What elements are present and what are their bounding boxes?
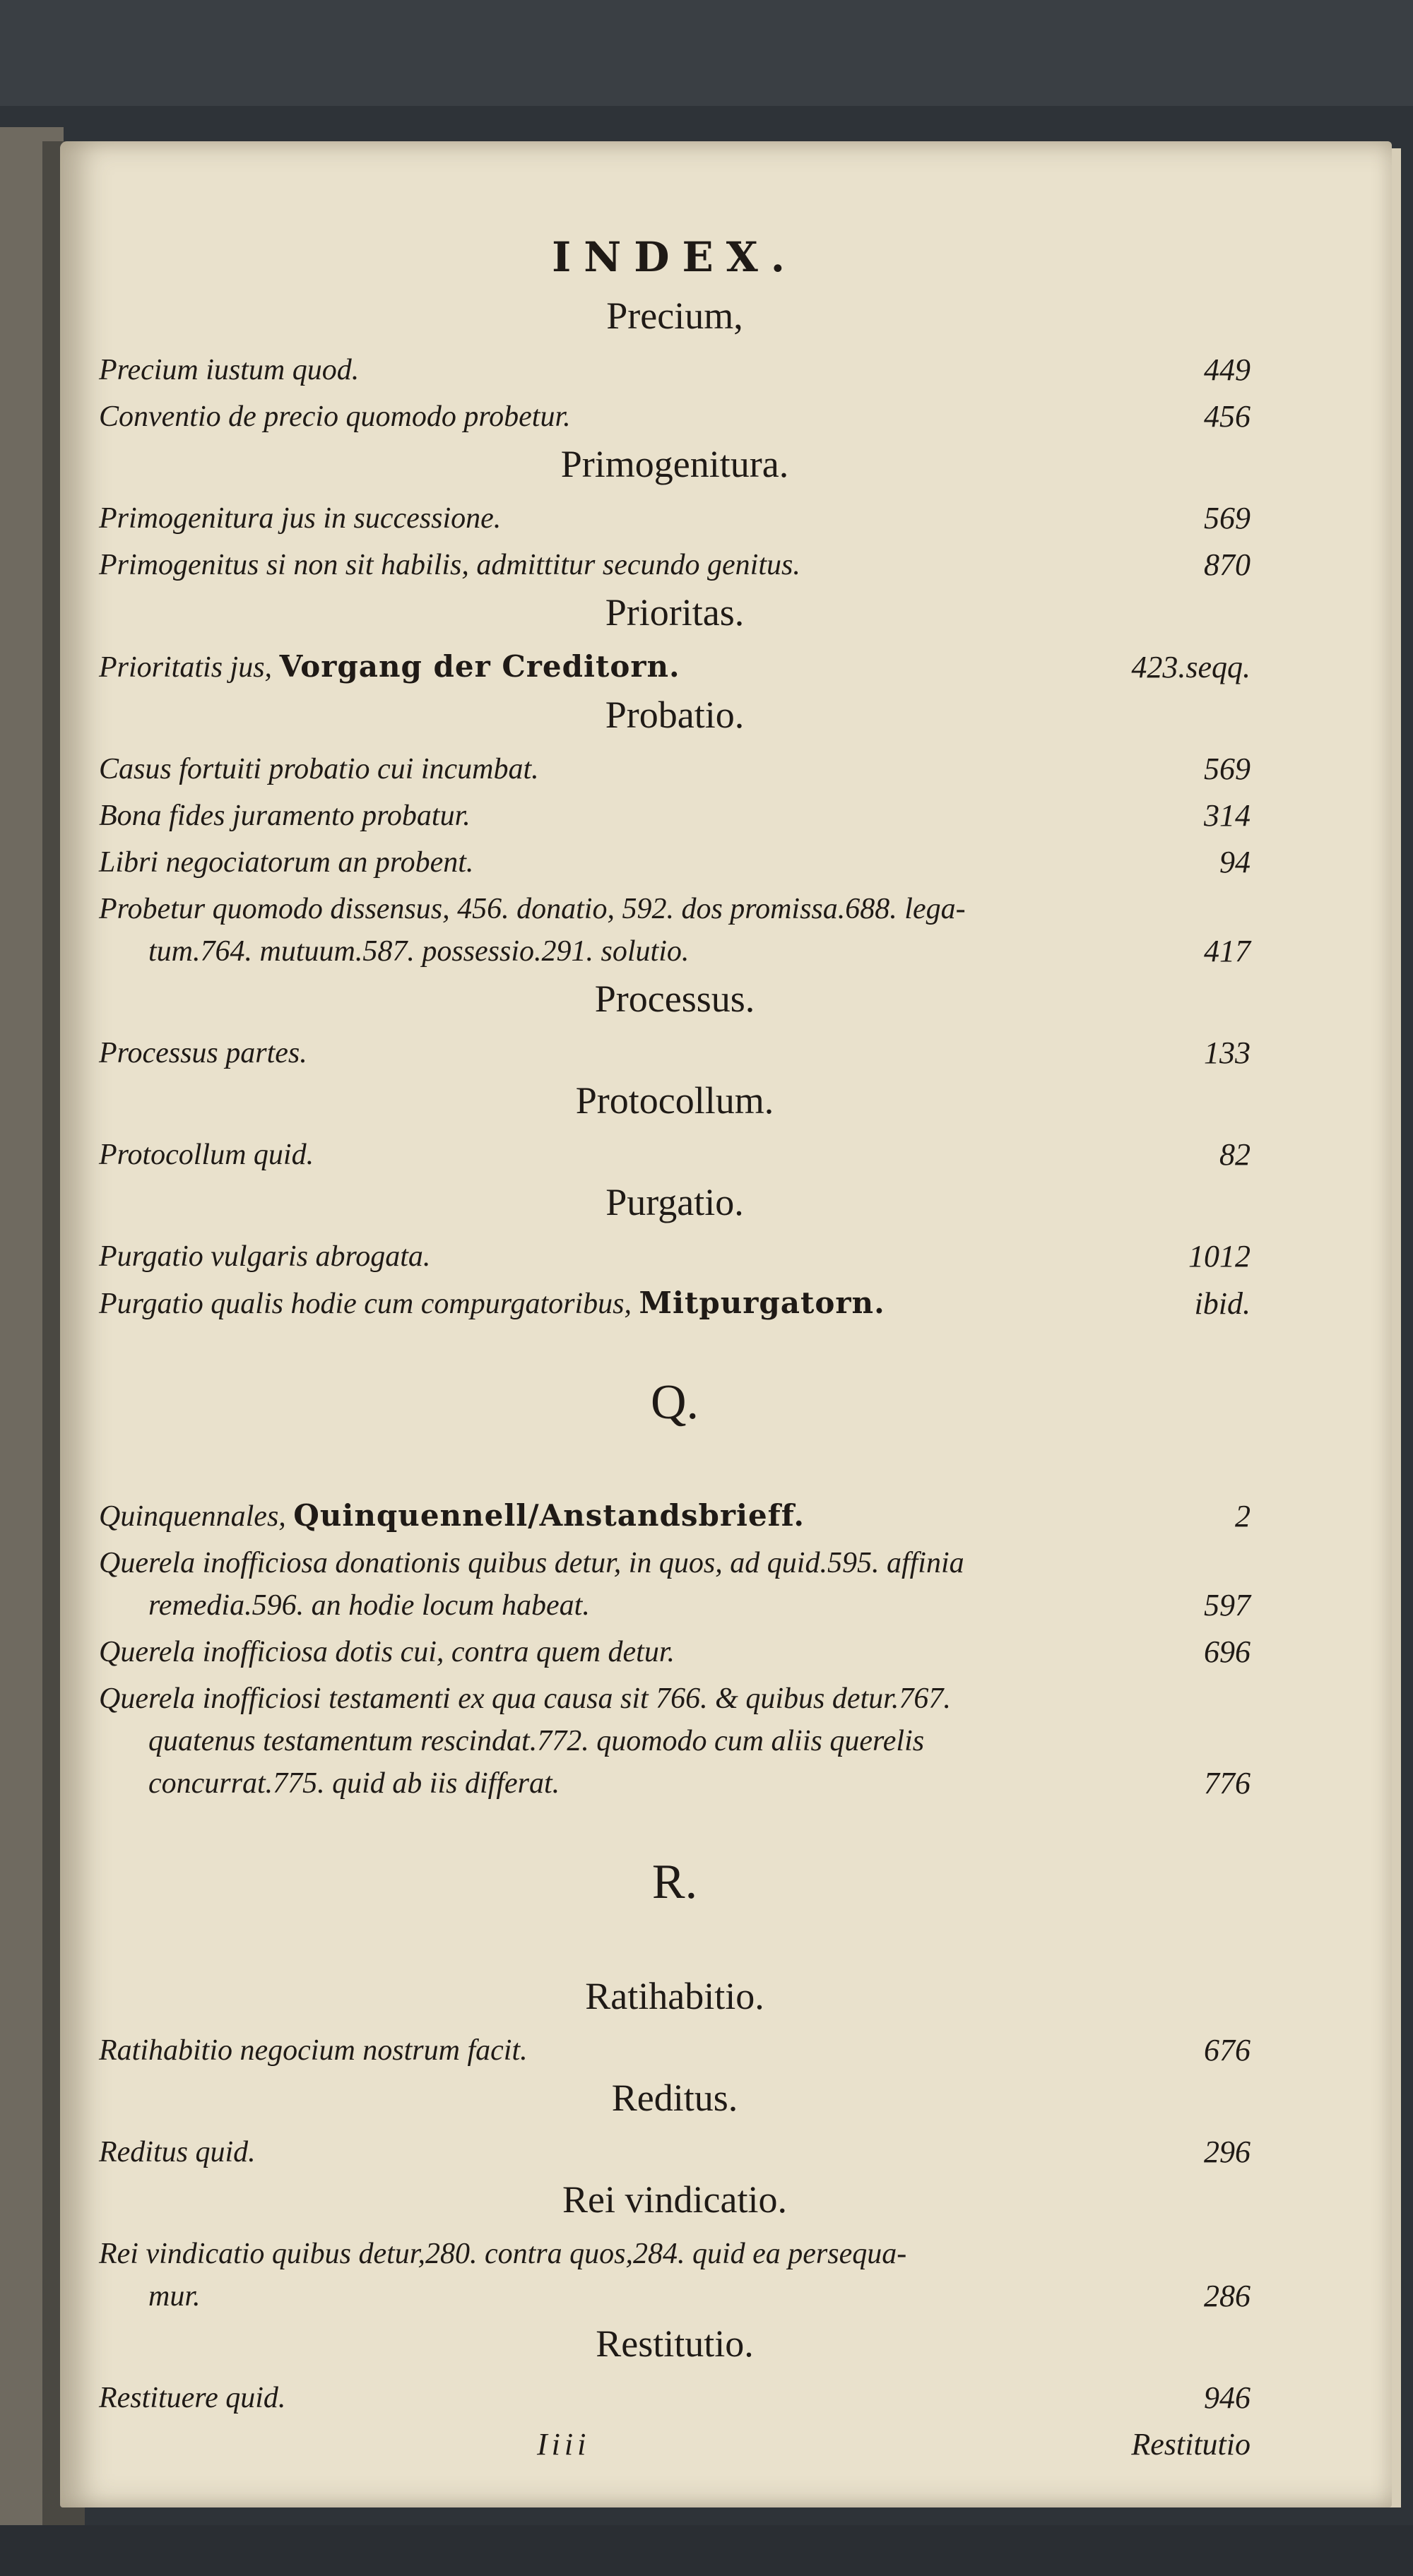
entry-ref: 870	[1204, 547, 1251, 582]
index-content	[99, 233, 1251, 2462]
entry-text-latin: Prioritatis jus,	[99, 651, 273, 684]
entry-continuation: tum.764. mutuum.587. possessio.291. solutio.	[148, 935, 690, 968]
index-entry	[99, 2233, 1251, 2317]
section-heading: Protocollum.	[575, 1079, 774, 1122]
entry-line: Querela inofficiosa donationis quibus detur, in quos, ad quid.595. affinia	[99, 1547, 964, 1579]
entry-ref: 676	[1204, 2033, 1251, 2067]
entry-ref: 296	[1204, 2135, 1251, 2169]
entry-ref: 597	[1204, 1588, 1251, 1622]
entry-text: Libri negociatorum an probent.	[99, 846, 474, 879]
index-entry	[99, 1542, 1251, 1627]
entry-ref: 776	[1204, 1766, 1251, 1800]
entry-continuation: concurrat.775. quid ab iis differat.	[148, 1767, 560, 1800]
section-heading: Primogenitura.	[560, 443, 789, 485]
entry-text	[99, 1678, 1204, 1805]
section-heading: Rei vindicatio.	[562, 2178, 787, 2221]
section-heading: Restitutio.	[596, 2322, 754, 2365]
entry-ref: 423.seqq.	[1131, 650, 1251, 684]
index-entry	[99, 2029, 1251, 2072]
entry-ref: 2	[1235, 1499, 1251, 1533]
section-heading: Purgatio.	[605, 1181, 744, 1223]
entry-text: Precium iustum quod.	[99, 354, 360, 386]
section-heading: Processus.	[594, 978, 755, 1020]
entry-ref: 133	[1204, 1035, 1251, 1070]
entry-line: Rei vindicatio quibus detur,280. contra quos,284. quid ea persequa-	[99, 2238, 907, 2270]
entry-text: Ratihabitio negocium nostrum facit.	[99, 2034, 528, 2067]
index-entry	[99, 1282, 1251, 1325]
entry-ref: ibid.	[1194, 1286, 1251, 1321]
index-entry	[99, 795, 1251, 837]
entry-line: Probetur quomodo dissensus, 456. donatio, 592. dos promissa.688. lega-	[99, 893, 966, 925]
signature-mark: Iiii	[537, 2427, 591, 2462]
entry-ref: 456	[1204, 399, 1251, 434]
entry-text: Primogenitus si non sit habilis, admittitur secundo genitus.	[99, 549, 800, 581]
index-entry	[99, 888, 1251, 973]
entry-text: Protocollum quid.	[99, 1139, 314, 1171]
entry-text	[99, 1495, 1235, 1538]
index-entry	[99, 396, 1251, 438]
index-entry	[99, 349, 1251, 391]
entry-text	[99, 646, 1131, 689]
entry-text-german: Mitpurgatorn.	[639, 1286, 885, 1320]
letter-heading-r: R.	[651, 1855, 698, 1909]
section-heading: Prioritas.	[605, 591, 745, 634]
entry-continuation: quatenus testamentum rescindat.772. quomodo cum aliis querelis	[148, 1725, 925, 1757]
entry-text	[99, 1542, 1204, 1627]
catchword: Restitutio	[1131, 2427, 1251, 2462]
index-entry	[99, 1032, 1251, 1074]
entry-continuation: remedia.596. an hodie locum habeat.	[148, 1589, 590, 1622]
entry-text: Primogenitura jus in successione.	[99, 502, 502, 535]
entry-text	[99, 1282, 1195, 1325]
entry-ref: 82	[1219, 1137, 1251, 1172]
letter-heading-q: Q.	[650, 1375, 699, 1430]
index-entry	[99, 2377, 1251, 2419]
index-entry	[99, 646, 1251, 689]
entry-ref: 696	[1204, 1634, 1251, 1669]
entry-ref: 1012	[1188, 1239, 1251, 1274]
backdrop-top	[0, 0, 1413, 106]
section-heading: Probatio.	[605, 694, 745, 736]
index-entry	[99, 497, 1251, 540]
entry-ref: 417	[1204, 934, 1251, 968]
page-header: INDEX.	[552, 233, 798, 281]
index-entry	[99, 2131, 1251, 2173]
entry-continuation: mur.	[148, 2280, 201, 2313]
section-heading: Precium,	[606, 295, 743, 337]
entry-text-latin: Purgatio qualis hodie cum compurgatoribus,	[99, 1288, 632, 1320]
entry-ref: 94	[1219, 845, 1251, 879]
entry-text: Processus partes.	[99, 1037, 307, 1069]
entry-text-german: Quinquennell/Anstandsbrieff.	[293, 1498, 805, 1533]
index-entry	[99, 1495, 1251, 1538]
index-entry	[99, 1678, 1251, 1805]
page-footer	[99, 2426, 1251, 2462]
index-entry	[99, 1235, 1251, 1278]
entry-ref: 449	[1204, 352, 1251, 387]
index-entry	[99, 1631, 1251, 1673]
entry-text: Reditus quid.	[99, 2136, 256, 2168]
entry-text: Restituere quid.	[99, 2382, 286, 2414]
entry-text: Purgatio vulgaris abrogata.	[99, 1240, 431, 1273]
entry-ref: 314	[1204, 798, 1251, 833]
entry-text: Casus fortuiti probatio cui incumbat.	[99, 753, 539, 785]
index-entry	[99, 841, 1251, 884]
entry-ref: 569	[1204, 501, 1251, 535]
entry-ref: 286	[1204, 2279, 1251, 2313]
index-entry	[99, 748, 1251, 790]
backdrop-bottom	[0, 2525, 1413, 2576]
entry-ref: 946	[1204, 2380, 1251, 2415]
entry-text: Conventio de precio quomodo probetur.	[99, 400, 571, 433]
index-entry	[99, 1134, 1251, 1176]
entry-text	[99, 888, 1204, 973]
entry-ref: 569	[1204, 752, 1251, 786]
entry-text-german: Vorgang der Creditorn.	[279, 649, 680, 684]
entry-text: Querela inofficiosa dotis cui, contra quem detur.	[99, 1636, 675, 1668]
section-heading: Reditus.	[611, 2077, 738, 2119]
entry-text	[99, 2233, 1204, 2317]
entry-line: Querela inofficiosi testamenti ex qua causa sit 766. & quibus detur.767.	[99, 1682, 951, 1715]
section-heading: Ratihabitio.	[585, 1975, 764, 2017]
entry-text: Bona fides juramento probatur.	[99, 800, 471, 832]
index-entry	[99, 544, 1251, 586]
entry-text-latin: Quinquennales,	[99, 1500, 286, 1533]
